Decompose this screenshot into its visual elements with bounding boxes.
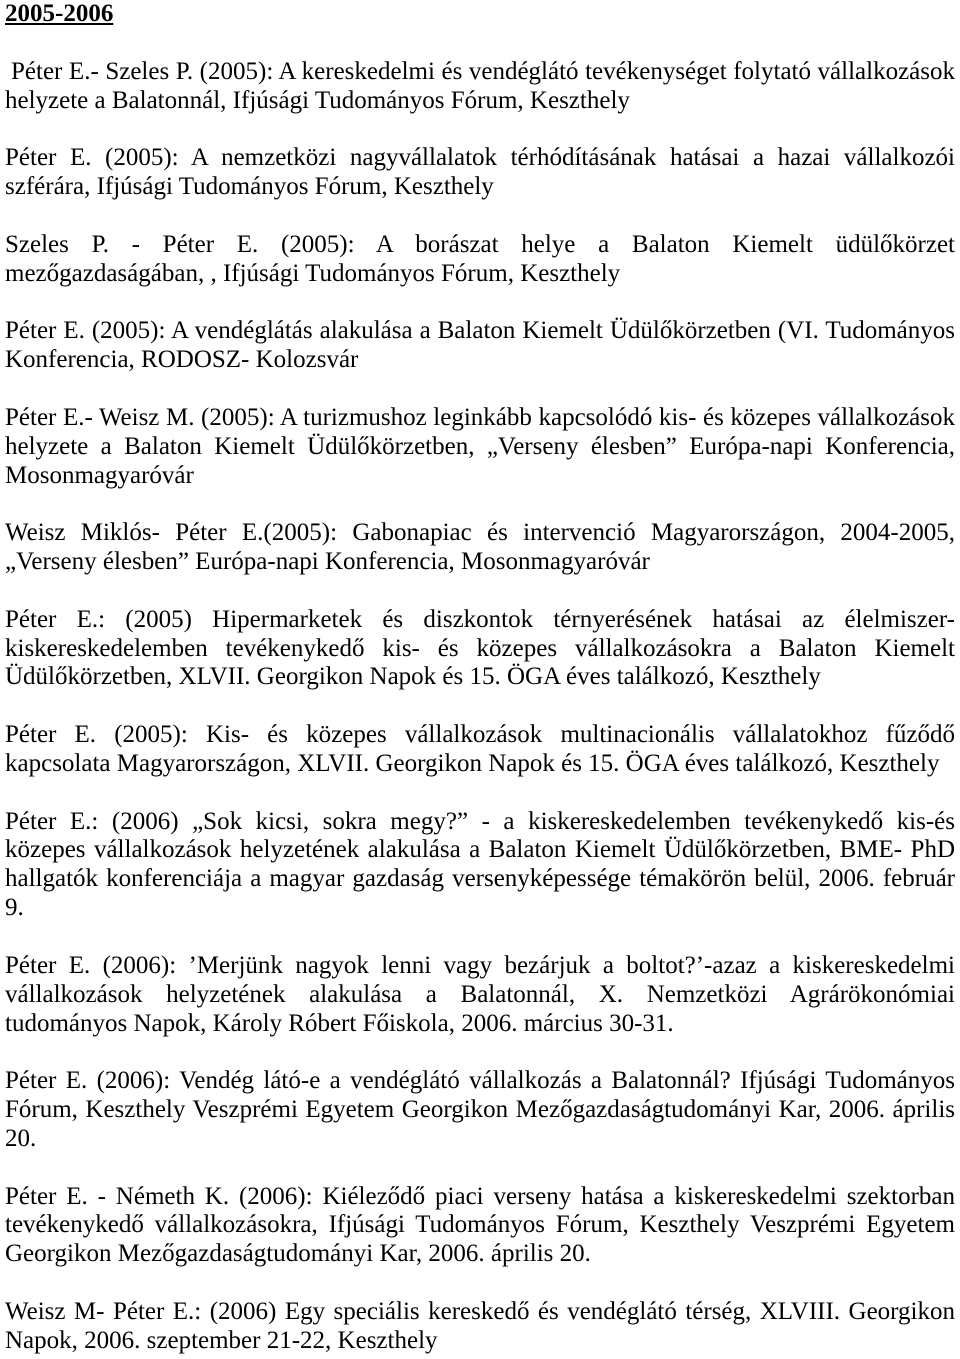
publication-entry: Péter E. (2006): Vendég látó-e a vendéglátó vállalkozás a Balatonnál? Ifjúsági Tudományos Fórum, Keszthely Veszprémi Egyetem Georgikon Mezőgazdaságtudományi Kar, 2006. április 20. [5, 1067, 955, 1152]
publication-entry: Péter E. - Németh K. (2006): Kiéleződő piaci verseny hatása a kiskereskedelmi szektorban tevékenykedő vállalkozásokra, Ifjúsági Tudományos Fórum, Keszthely Veszprémi Egyetem Georgikon Mezőgazdaságtudományi Kar, 2006. április 20. [5, 1182, 955, 1268]
publication-entry: Péter E. (2006): ’Merjünk nagyok lenni vagy bezárjuk a boltot?’-azaz a kiskereskedelmi vállalkozások helyzetének alakulása a Balatonnál, X. Nemzetközi Agrárökonómiai tudományos Napok, Károly Róbert Főiskola, 2006. március 30-31. [5, 951, 955, 1037]
publication-entry: Szeles P. - Péter E. (2005): A borászat helye a Balaton Kiemelt üdülőkörzet mezőgazdaságában, , Ifjúsági Tudományos Fórum, Keszthely [5, 230, 955, 287]
publication-entry: Weisz Miklós- Péter E.(2005): Gabonapiac és intervenció Magyarországon, 2004-2005, „Verseny élesben” Európa-napi Konferencia, Mosonmagyaróvár [5, 519, 955, 576]
publication-entry: Péter E.: (2005) Hipermarketek és diszkontok térnyerésének hatásai az élelmiszer-kiskereskedelemben tevékenykedő kis- és közepes vállalkozásokra a Balaton Kiemelt Üdülőkörzetben, XLVII. Georgikon Napok és 15. ÖGA éves találkozó, Keszthely [5, 605, 955, 691]
publication-entry: Péter E.- Weisz M. (2005): A turizmushoz leginkább kapcsolódó kis- és közepes vállalkozások helyzete a Balaton Kiemelt Üdülőkörzetben, „Verseny élesben” Európa-napi Konferencia, Mosonmagyaróvár [5, 403, 955, 489]
publication-entry: Péter E.: (2006) „Sok kicsi, sokra megy?” - a kiskereskedelemben tevékenykedő kis-és közepes vállalkozások helyzetének alakulása a Balaton Kiemelt Üdülőkörzetben, BME- PhD hallgatók konferenciája a magyar gazdaság versenyképessége témakörön belül, 2006. február 9. [5, 807, 955, 922]
publication-entry: Péter E.- Szeles P. (2005): A kereskedelmi és vendéglátó tevékenységet folytató vállalkozások helyzete a Balatonnál, Ifjúsági Tudományos Fórum, Keszthely [5, 57, 955, 114]
publication-entry: Péter E. (2005): A nemzetközi nagyvállalatok térhódításának hatásai a hazai vállalkozói szférára, Ifjúsági Tudományos Fórum, Keszthely [5, 144, 955, 201]
publication-entry: Péter E. (2005): A vendéglátás alakulása a Balaton Kiemelt Üdülőkörzetben (VI. Tudományos Konferencia, RODOSZ- Kolozsvár [5, 317, 955, 374]
section-heading: 2005-2006 [5, 0, 114, 27]
publication-entry: Weisz M- Péter E.: (2006) Egy speciális kereskedő és vendéglátó térség, XLVIII. Georgikon Napok, 2006. szeptember 21-22, Keszthely [5, 1297, 955, 1354]
publication-entry: Péter E. (2005): Kis- és közepes vállalkozások multinacionális vállalatokhoz fűződő kapcsolata Magyarországon, XLVII. Georgikon Napok és 15. ÖGA éves találkozó, Keszthely [5, 721, 955, 777]
